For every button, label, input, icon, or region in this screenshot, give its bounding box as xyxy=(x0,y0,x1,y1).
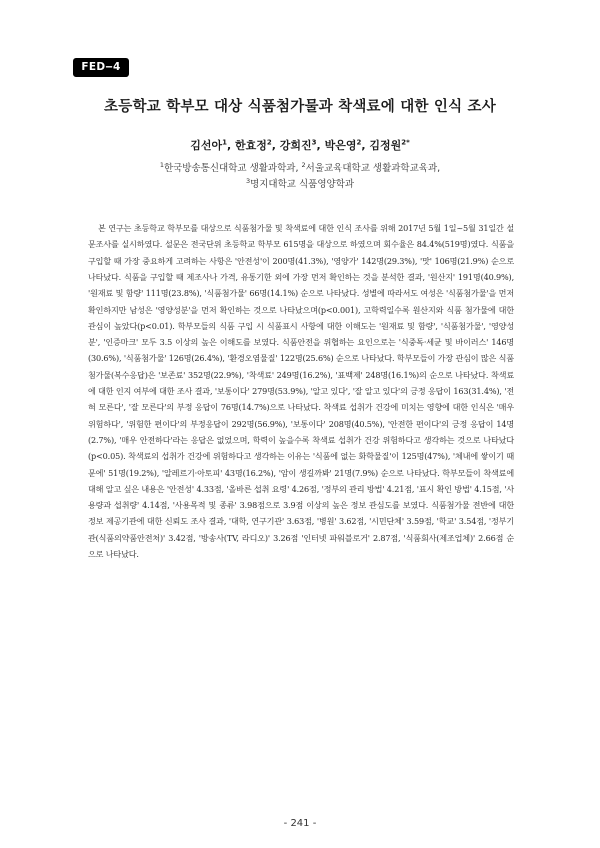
page-number: - 241 - xyxy=(283,818,317,829)
affiliation-text: 서울교육대학교 생활과학교육과, xyxy=(305,163,441,174)
author-name: 한효정 xyxy=(235,139,267,152)
affiliations-line-1 xyxy=(0,160,600,174)
author-list: 김선아$^1$, 한효정$^2$, 강희진$^3$, 박은영$^2$, 김정원$^{2*}$ xyxy=(190,138,410,152)
author-name: 김선아 xyxy=(190,139,223,152)
affiliation-mark: 1 xyxy=(159,160,164,169)
author-affiliation-mark: 2* xyxy=(401,138,410,147)
author-affiliation-mark: 3 xyxy=(311,138,317,147)
paper-title: 초등학교 학부모 대상 식품첨가물과 착색료에 대한 인식 조사 xyxy=(104,99,496,115)
affiliations-line-2 xyxy=(0,176,600,190)
affiliation-text: 명지대학교 식품영양학과 xyxy=(250,179,355,190)
author-affiliation-mark: 2 xyxy=(356,138,362,147)
affiliation-mark: 3 xyxy=(245,176,251,185)
session-code-badge: FED‒4 xyxy=(73,58,129,77)
author-name: 김정원 xyxy=(369,139,402,152)
affiliation-text: 한국방송통신대학교 생활과학과, xyxy=(163,163,302,174)
affiliation-mark: 2 xyxy=(301,160,306,169)
author-affiliation-mark: 2 xyxy=(266,138,272,147)
author-name: 박은영 xyxy=(324,139,357,152)
author-name: 강희진 xyxy=(279,139,312,152)
author-affiliation-mark: 1 xyxy=(222,138,227,147)
abstract-body: 본 연구는 초등학교 학부모를 대상으로 식품첨가물 및 착색료에 대한 인식 조사를 위해 2017년 5월 1일~5월 31일간 설문조사를 실시하였다. 설문은 전국단위 초등학교 학부모 615명을 대상으로 하였으며 회수율은 84.4%(519명)였다. 식품을 구입할 때 가장 중요하게 고려하는 사항은 '안전성'이 200명(41.3%), '영양가' 142명(29.3%), '맛' 106명(21.9%) 순으로 나타났다. 식품을 구입할 때 제조사나 가격, 유통기한 외에 가장 먼저 확인하는 것을 분석한 결과, '원산지' 191명(40.9%), '원재료 및 함량' 111명(23.8%), '식품첨가물' 66명(14.1%) 순으로 나타났다. 성별에 따라서도 여성은 '식품첨가물'을 먼저 확인하지만 남성은 '영양성분'을 먼저 확인하는 것으로 나타났으며(p<0.001), 고학력일수록 원산지와 식품 첨가물에 대한 관심이 높았다(p<0.01). 학부모들의 식품 구입 시 식품표시 사항에 대한 이해도는 '원재료 및 함량', '식품첨가물', '영양성분', '인증마크' 모두 3.5 이상의 높은 이해도를 보였다. 식품안전을 위협하는 요인으로는 '식중독·세균 및 바이러스' 146명(30.6%), '식품첨가물' 126명(26.4%), '환경오염물질' 122명(25.6%) 순으로 나타났다. 학부모들이 가장 관심이 많은 식품첨가물(복수응답)은 '보존료' 352명(22.9%), '착색료' 249명(16.2%), '표백제' 248명(16.1%)의 순으로 나타났다. 착색료에 대한 인지 여부에 대한 조사 결과, '보통이다' 279명(53.9%), '알고 있다', '잘 알고 있다'의 긍정 응답이 163(31.4%), '전혀 모른다', '잘 모른다'의 부정 응답이 76명(14.7%)으로 나타났다. 착색료 섭취가 건강에 미치는 영향에 대한 인식은 '매우 위험하다', '위험한 편이다'의 부정응답이 292명(56.9%), '보통이다' 208명(40.5%), '안전한 편이다'의 긍정 응답이 14명(2.7%), '매우 안전하다'라는 응답은 없었으며, 학력이 높을수록 착색료 섭취가 건강 위험하다고 생각하는 것으로 나타났다(p<0.05). 착색료의 섭취가 건강에 위험하다고 생각하는 이유는 '식품에 없는 화학물질'이 125명(47%), '체내에 쌓이기 때문에' 51명(19.2%), '알레르기·아토피' 43명(16.2%), '암이 생길까봐' 21명(7.9%) 순으로 나타났다. 학부모들이 착색료에 대해 알고 싶은 내용은 '안전성' 4.33점, '올바른 섭취 요령' 4.26점, '정부의 관리 방법' 4.21점, '표시 확인 방법' 4.15점, '사용량과 섭취량' 4.14점, '사용목적 및 종류' 3.98점으로 3.9점 이상의 높은 정보 관심도를 보였다. 식품첨가물 전반에 대한 정보 제공기관에 대한 신뢰도 조사 결과, '대학, 연구기관' 3.63점, '병원' 3.62점, '시민단체' 3.59점, '학교' 3.54점, '정부기관(식품의약품안전처)' 3.42점, '방송사(TV, 라디오)' 3.26점 '인터넷 파워블로거' 2.87점, '식품회사(제조업체)' 2.66점 순으로 나타났다. xyxy=(88,223,514,560)
